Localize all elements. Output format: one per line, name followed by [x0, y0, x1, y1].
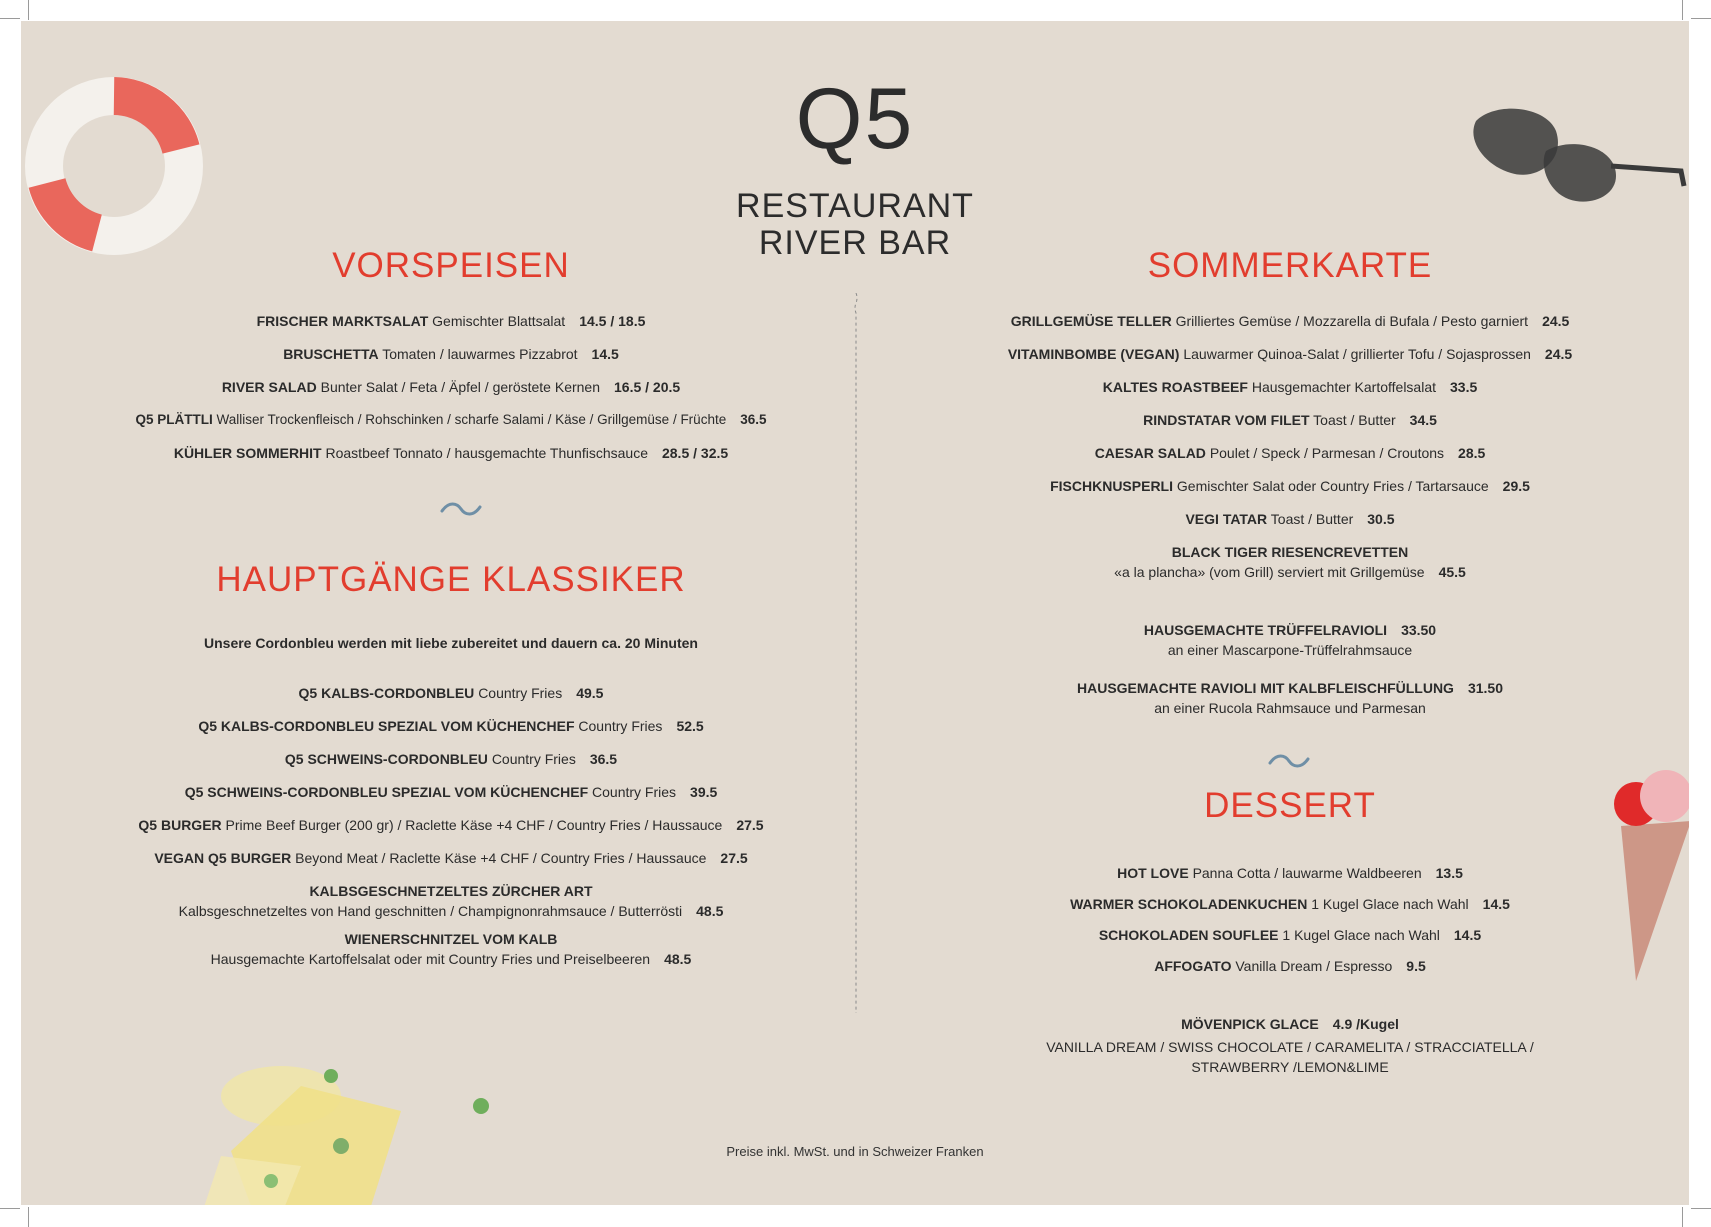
column-divider	[854, 293, 858, 1013]
item-price: 49.5	[576, 685, 604, 701]
item-price: 33.50	[1401, 622, 1437, 638]
menu-item	[61, 344, 841, 364]
wave-divider-icon	[439, 499, 483, 519]
item-desc: Toast / Butter	[1270, 511, 1354, 527]
section-title-hauptgaenge: HAUPTGÄNGE KLASSIKER	[216, 560, 686, 599]
item-price: 14.5 / 18.5	[579, 313, 646, 329]
item-name: VITAMINBOMBE (VEGAN)	[1007, 346, 1180, 362]
section-note: Unsere Cordonbleu werden mit liebe zubereitet und dauern ca. 20 Minuten	[204, 635, 698, 651]
item-desc: Hausgemachte Kartoffelsalat oder mit Country Fries und Preiselbeeren	[210, 951, 651, 967]
item-desc: Kalbsgeschnetzeltes von Hand geschnitten / Champignonrahmsauce / Butterrösti	[178, 903, 683, 919]
menu-item-desc	[61, 901, 841, 921]
menu-item	[61, 311, 841, 331]
item-price: 36.5	[589, 751, 618, 767]
item-price: 39.5	[690, 784, 718, 800]
menu-item-desc	[905, 562, 1675, 582]
item-price: 29.5	[1502, 478, 1530, 494]
crop-mark	[1691, 18, 1711, 19]
menu-item	[905, 443, 1675, 463]
item-desc: 1 Kugel Glace nach Wahl	[1282, 927, 1440, 943]
item-price: 14.5	[591, 346, 619, 362]
item-price: 24.5	[1544, 346, 1573, 362]
item-name: GRILLGEMÜSE TELLER	[1010, 313, 1172, 329]
item-price: 31.50	[1467, 680, 1503, 696]
item-name: MÖVENPICK GLACE	[1181, 1016, 1319, 1032]
menu-sheet	[21, 21, 1689, 1205]
item-desc: Grilliertes Gemüse / Mozzarella di Bufala / Pesto garniert	[1175, 313, 1529, 329]
brand-logo: Q5	[795, 71, 915, 167]
item-name: KALTES ROASTBEEF	[1102, 379, 1248, 395]
menu-item	[61, 683, 841, 703]
item-name: BLACK TIGER RIESENCREVETTEN	[1171, 544, 1409, 560]
item-desc: Poulet / Speck / Parmesan / Croutons	[1209, 445, 1445, 461]
item-desc: «a la plancha» (vom Grill) serviert mit Grillgemüse	[1114, 564, 1425, 580]
item-name: FISCHKNUSPERLI	[1050, 478, 1173, 494]
item-price: 27.5	[720, 850, 748, 866]
item-desc: Vanilla Dream / Espresso	[1235, 958, 1393, 974]
crop-mark	[28, 1207, 29, 1227]
item-price: 28.5 / 32.5	[661, 445, 729, 461]
item-name: SCHOKOLADEN SOUFLEE	[1098, 927, 1279, 943]
menu-item	[61, 782, 841, 802]
item-name: KÜHLER SOMMERHIT	[173, 445, 322, 461]
item-price: 16.5 / 20.5	[614, 379, 681, 395]
menu-item	[905, 476, 1675, 496]
item-name: VEGI TATAR	[1185, 511, 1268, 527]
item-price: 30.5	[1367, 511, 1395, 527]
item-name: BRUSCHETTA	[283, 346, 379, 362]
item-price: 45.5	[1438, 564, 1466, 580]
menu-item-name	[61, 929, 841, 949]
item-desc: Prime Beef Burger (200 gr) / Raclette Käse +4 CHF / Country Fries / Haussauce	[225, 817, 723, 833]
menu-item	[61, 716, 841, 736]
item-name: Q5 KALBS-CORDONBLEU	[298, 685, 475, 701]
item-desc: Tomaten / lauwarmes Pizzabrot	[382, 346, 578, 362]
item-price: 14.5	[1453, 927, 1482, 943]
item-name: Q5 SCHWEINS-CORDONBLEU SPEZIAL VOM KÜCHENCHEF	[184, 784, 589, 800]
item-price: 14.5	[1482, 896, 1510, 912]
item-name: HOT LOVE	[1117, 865, 1189, 881]
item-price: 13.5	[1435, 865, 1463, 881]
item-desc: Roastbeef Tonnato / hausgemachte Thunfischsauce	[325, 445, 648, 461]
item-price: 4.9 /Kugel	[1332, 1016, 1399, 1032]
item-desc: Bunter Salat / Feta / Äpfel / geröstete Kernen	[320, 379, 600, 395]
menu-item-desc	[61, 949, 841, 969]
item-desc: Hausgemachter Kartoffelsalat	[1251, 379, 1437, 395]
item-desc: Toast / Butter	[1313, 412, 1396, 428]
item-desc: Gemischter Salat oder Country Fries / Tartarsauce	[1176, 478, 1489, 494]
menu-item	[61, 749, 841, 769]
item-desc: Country Fries	[592, 784, 677, 800]
crop-mark	[1682, 0, 1683, 20]
right-column	[905, 21, 1675, 1205]
menu-item-name	[905, 678, 1675, 698]
crop-mark	[1682, 1207, 1683, 1227]
item-name: AFFOGATO	[1154, 958, 1232, 974]
item-desc: an einer Mascarpone-Trüffelrahmsauce	[1167, 642, 1413, 658]
item-price: 34.5	[1409, 412, 1437, 428]
item-desc: an einer Rucola Rahmsauce und Parmesan	[1154, 700, 1426, 716]
item-price: 33.5	[1450, 379, 1478, 395]
item-desc: Country Fries	[478, 685, 563, 701]
section-title-vorspeisen: VORSPEISEN	[332, 246, 570, 285]
item-price: 9.5	[1406, 958, 1426, 974]
menu-item	[905, 344, 1675, 364]
item-name: WARMER SCHOKOLADENKUCHEN	[1070, 896, 1308, 912]
menu-item	[905, 863, 1675, 883]
menu-item	[905, 509, 1675, 529]
menu-item	[905, 311, 1675, 331]
wave-divider-icon	[1267, 751, 1311, 771]
item-name: VEGAN Q5 BURGER	[154, 850, 292, 866]
item-price: 28.5	[1458, 445, 1486, 461]
menu-item	[61, 815, 841, 835]
item-name: HAUSGEMACHTE RAVIOLI MIT KALBFLEISCHFÜLLUNG	[1077, 680, 1454, 696]
menu-item	[905, 925, 1675, 945]
item-name: RIVER SALAD	[221, 379, 317, 395]
item-name: Q5 PLÄTTLI	[135, 412, 213, 427]
left-column	[61, 21, 841, 1205]
item-price: 48.5	[664, 951, 692, 967]
item-desc: Panna Cotta / lauwarme Waldbeeren	[1192, 865, 1422, 881]
menu-item	[61, 443, 841, 463]
section-title-sommerkarte: SOMMERKARTE	[1147, 246, 1433, 285]
item-desc: Lauwarmer Quinoa-Salat / grillierter Tofu / Sojasprossen	[1183, 346, 1531, 362]
menu-item	[61, 848, 841, 868]
crop-mark	[0, 1208, 20, 1209]
flavor-list: VANILLA DREAM / SWISS CHOCOLATE / CARAMELITA / STRACCIATELLA /	[1046, 1039, 1534, 1055]
item-name: CAESAR SALAD	[1094, 445, 1206, 461]
item-name: RINDSTATAR VOM FILET	[1143, 412, 1310, 428]
item-desc: Country Fries	[491, 751, 576, 767]
item-price: 36.5	[740, 412, 767, 427]
item-name: Q5 SCHWEINS-CORDONBLEU	[284, 751, 488, 767]
item-price: 48.5	[696, 903, 724, 919]
menu-item	[905, 894, 1675, 914]
item-desc: Gemischter Blattsalat	[432, 313, 566, 329]
menu-item	[905, 956, 1675, 976]
menu-item-name	[905, 542, 1675, 562]
item-desc: Walliser Trockenfleisch / Rohschinken / scharfe Salami / Käse / Grillgemüse / Früchte	[216, 412, 727, 427]
item-desc: 1 Kugel Glace nach Wahl	[1311, 896, 1469, 912]
item-name: FRISCHER MARKTSALAT	[256, 313, 429, 329]
crop-mark	[0, 18, 20, 19]
menu-item-desc	[905, 640, 1675, 660]
item-price: 27.5	[736, 817, 764, 833]
menu-item-desc	[905, 698, 1675, 718]
menu-item	[905, 377, 1675, 397]
crop-mark	[1691, 1208, 1711, 1209]
price-footer: Preise inkl. MwSt. und in Schweizer Franken	[726, 1144, 984, 1159]
section-title-dessert: DESSERT	[1204, 786, 1376, 825]
menu-item	[905, 410, 1675, 430]
item-desc: Beyond Meat / Raclette Käse +4 CHF / Country Fries / Haussauce	[295, 850, 707, 866]
menu-item-name	[61, 881, 841, 901]
item-name: KALBSGESCHNETZELTES ZÜRCHER ART	[309, 883, 593, 899]
menu-item	[61, 410, 841, 430]
item-name: HAUSGEMACHTE TRÜFFELRAVIOLI	[1143, 622, 1388, 638]
flavor-list: STRAWBERRY /LEMON&LIME	[1191, 1059, 1389, 1075]
crop-mark	[28, 0, 29, 20]
item-name: WIENERSCHNITZEL VOM KALB	[344, 931, 558, 947]
brand-subtitle-1: RESTAURANT	[736, 187, 974, 225]
menu-item	[61, 377, 841, 397]
item-name: Q5 BURGER	[138, 817, 222, 833]
menu-item-name	[905, 1014, 1675, 1034]
item-price: 24.5	[1542, 313, 1570, 329]
brand-subtitle-2: RIVER BAR	[758, 224, 952, 262]
item-desc: Country Fries	[578, 718, 663, 734]
item-price: 52.5	[676, 718, 704, 734]
menu-item-name	[905, 620, 1675, 640]
item-name: Q5 KALBS-CORDONBLEU SPEZIAL VOM KÜCHENCHEF	[198, 718, 575, 734]
